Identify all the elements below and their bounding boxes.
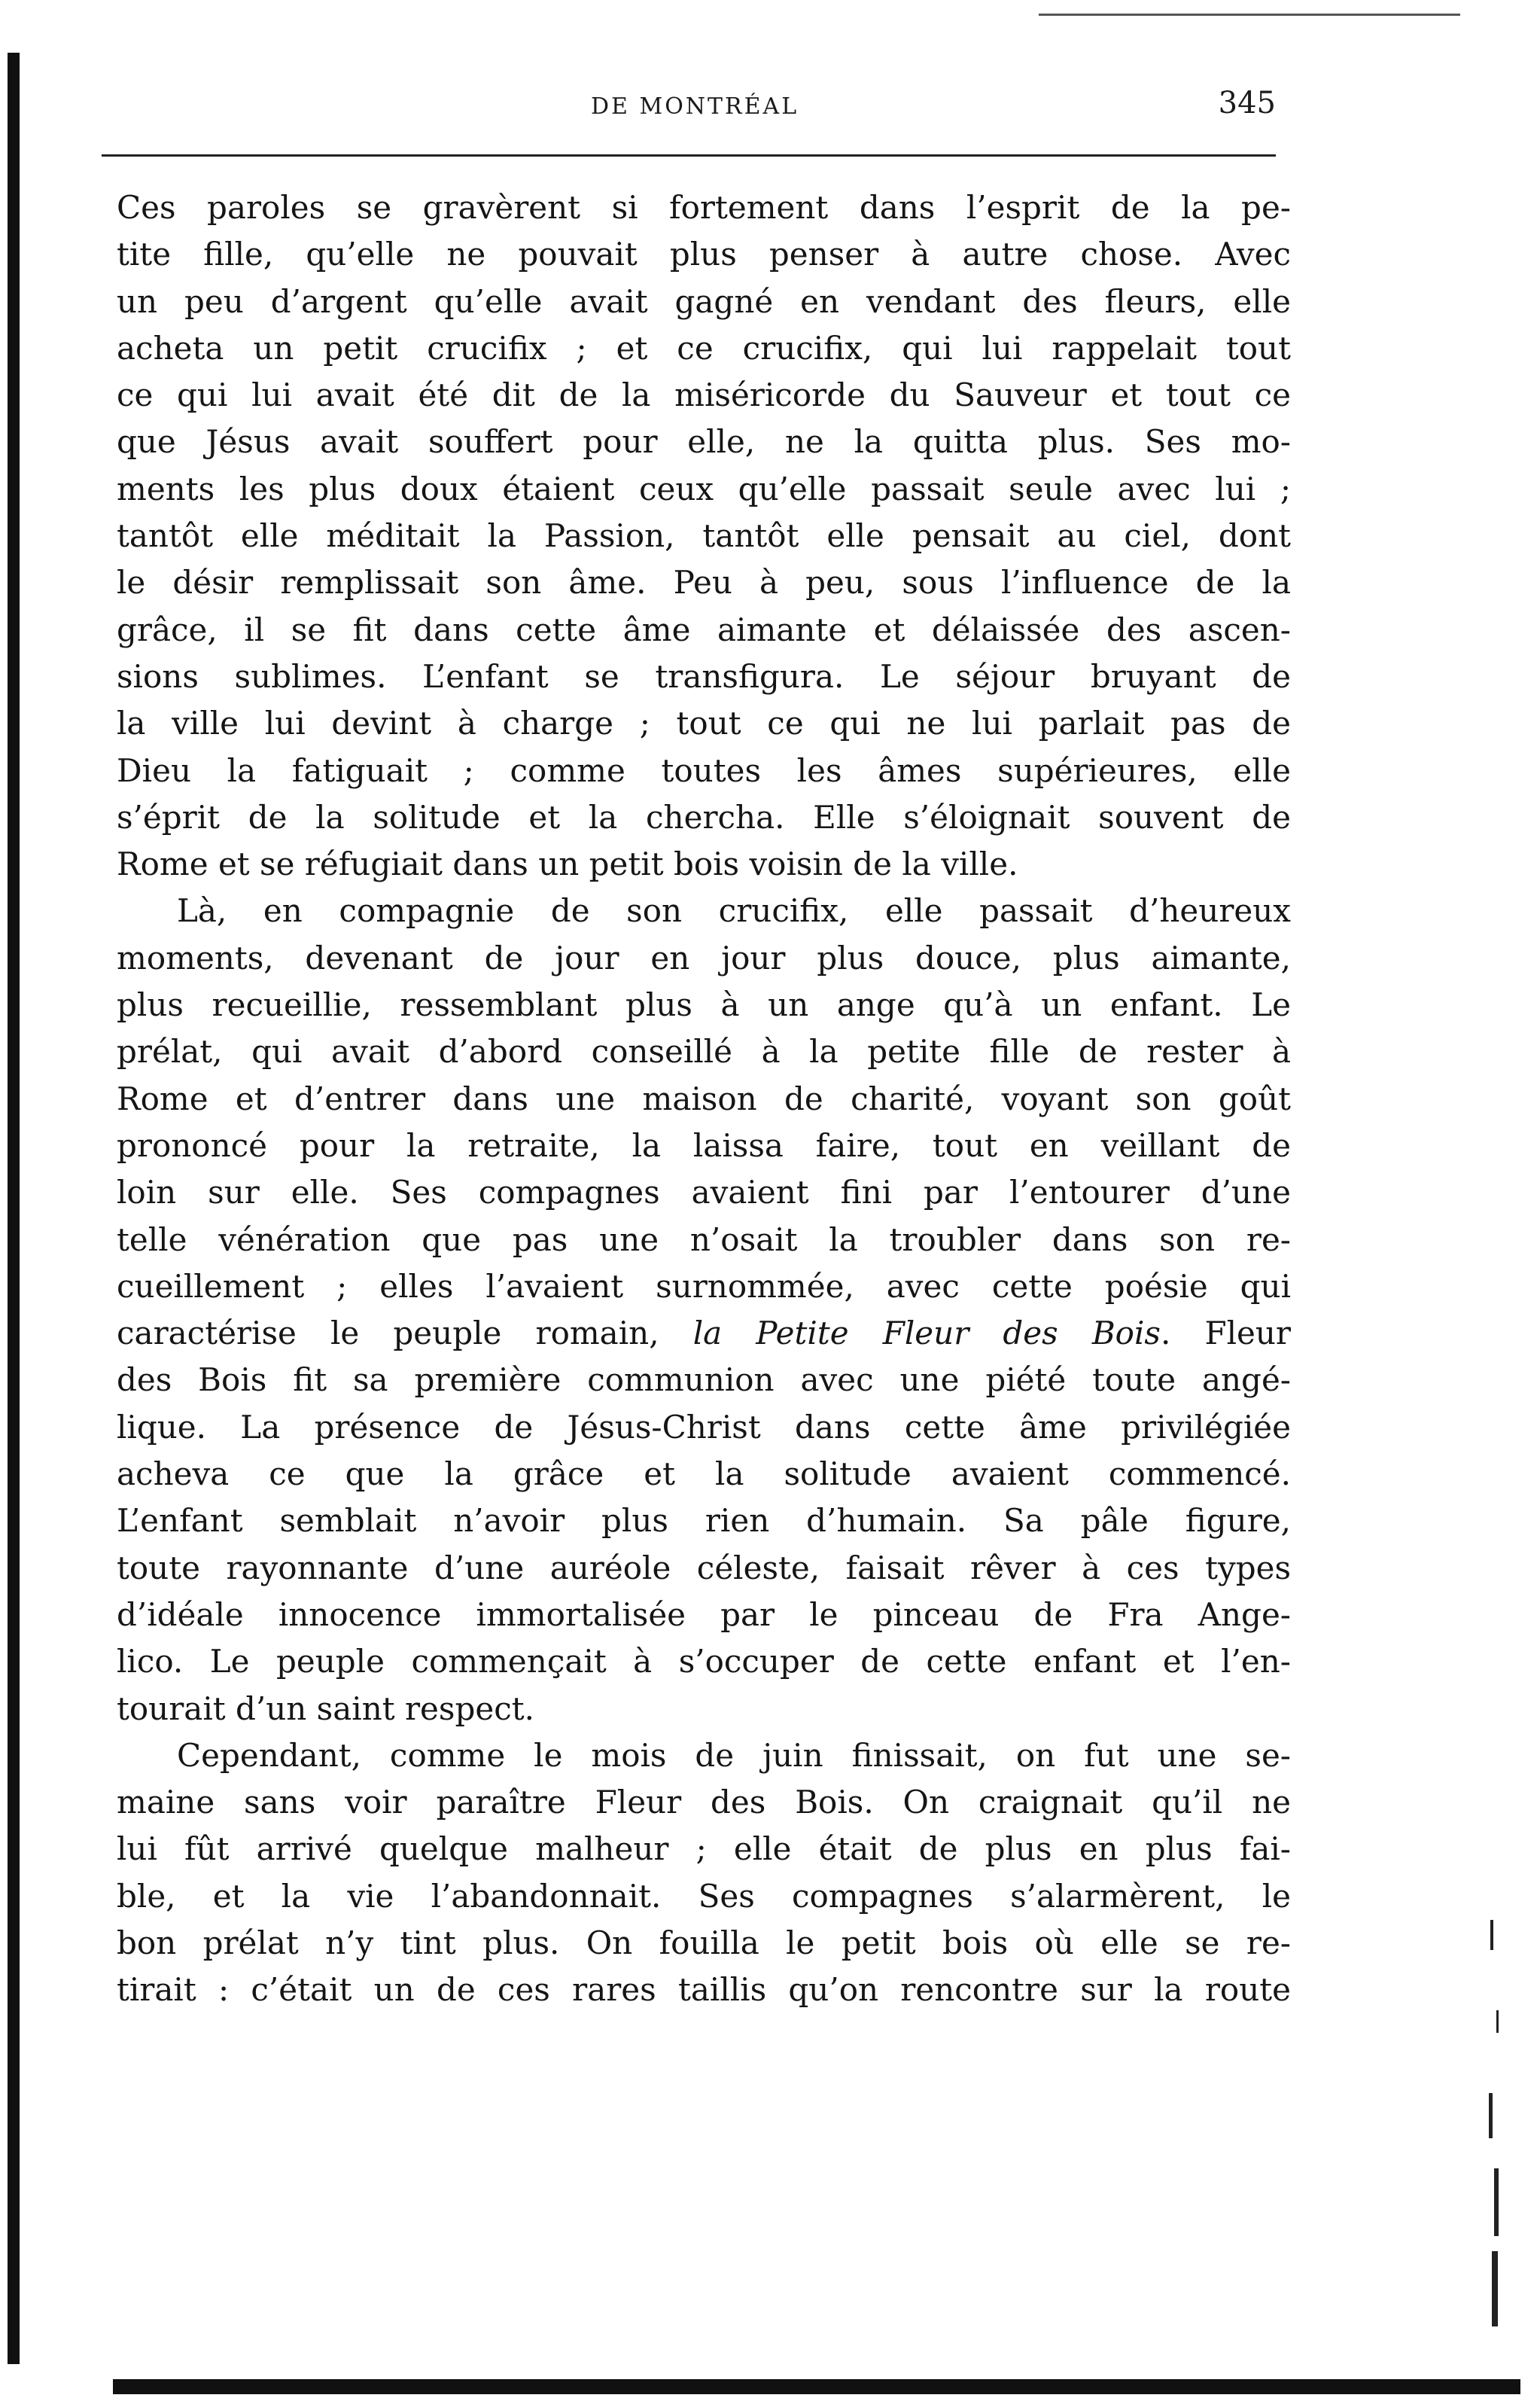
binding-edge bbox=[8, 53, 20, 2364]
text-line: moments, devenant de jour en jour plus douce, plus aimante, bbox=[117, 939, 1291, 977]
text-line: ce qui lui avait été dit de la miséricorde du Sauveur et tout ce bbox=[117, 376, 1291, 414]
text-line: lico. Le peuple commençait à s’occuper de cette enfant et l’en- bbox=[117, 1643, 1291, 1680]
text-line: tantôt elle méditait la Passion, tantôt elle pensait au ciel, dont bbox=[117, 517, 1291, 555]
text-line: tirait : c’était un de ces rares taillis qu’on rencontre sur la route bbox=[117, 1971, 1291, 2009]
page-header bbox=[117, 83, 1276, 128]
running-head: DE MONTRÉAL bbox=[591, 93, 799, 120]
text-line: Dieu la fatiguait ; comme toutes les âmes supérieures, elle bbox=[117, 751, 1291, 789]
text-line: Cependant, comme le mois de juin finissait, on fut une se- bbox=[177, 1736, 1291, 1774]
text-line: telle vénération que pas une n’osait la troubler dans son re- bbox=[117, 1220, 1291, 1258]
text-line: prélat, qui avait d’abord conseillé à la petite fille de rester à bbox=[117, 1033, 1291, 1071]
body-text bbox=[117, 184, 1291, 2014]
text-line: toute rayonnante d’une auréole céleste, faisait rêver à ces types bbox=[117, 1549, 1291, 1586]
text-line: tite fille, qu’elle ne pouvait plus penser à autre chose. Avec bbox=[117, 236, 1291, 273]
text-line: lui fût arrivé quelque malheur ; elle était de plus en plus fai- bbox=[117, 1830, 1291, 1868]
page-number: 345 bbox=[1218, 86, 1276, 120]
text-line: L’enfant semblait n’avoir plus rien d’humain. Sa pâle figure, bbox=[117, 1502, 1291, 1540]
top-edge-line bbox=[1039, 14, 1460, 16]
bottom-edge bbox=[113, 2379, 1520, 2394]
text-line: la ville lui devint à charge ; tout ce qui ne lui parlait pas de bbox=[117, 705, 1291, 742]
text-line: caractérise le peuple romain, la Petite Fleur des Bois. Fleur bbox=[117, 1315, 1291, 1352]
text-line: cueillement ; elles l’avaient surnommée, avec cette poésie qui bbox=[117, 1267, 1291, 1305]
text-line: Là, en compagnie de son crucifix, elle passait d’heureux bbox=[177, 892, 1291, 930]
text-line: prononcé pour la retraite, la laissa faire, tout en veillant de bbox=[117, 1126, 1291, 1164]
text-line: ments les plus doux étaient ceux qu’elle passait seule avec lui ; bbox=[117, 470, 1291, 507]
text-line: Rome et se réfugiait dans un petit bois voisin de la ville. bbox=[117, 846, 1018, 883]
text-line: plus recueillie, ressemblant plus à un ange qu’à un enfant. Le bbox=[117, 986, 1291, 1024]
text-line: des Bois fit sa première communion avec une piété toute angé- bbox=[117, 1361, 1291, 1399]
text-line: un peu d’argent qu’elle avait gagné en vendant des fleurs, elle bbox=[117, 282, 1291, 320]
text-line: acheta un petit crucifix ; et ce crucifix, qui lui rappelait tout bbox=[117, 329, 1291, 367]
italic-title: la Petite Fleur des Bois bbox=[692, 1315, 1161, 1352]
text-line: grâce, il se fit dans cette âme aimante et délaissée des ascen- bbox=[117, 611, 1291, 648]
text-line: que Jésus avait souffert pour elle, ne la quitta plus. Ses mo- bbox=[117, 423, 1291, 461]
text-line: lique. La présence de Jésus-Christ dans cette âme privilégiée bbox=[117, 1408, 1291, 1446]
text-line: maine sans voir paraître Fleur des Bois. On craignait qu’il ne bbox=[117, 1784, 1291, 1821]
text-line: le désir remplissait son âme. Peu à peu, sous l’influence de la bbox=[117, 564, 1291, 602]
text-line: d’idéale innocence immortalisée par le pinceau de Fra Ange- bbox=[117, 1595, 1291, 1633]
text-line: tourait d’un saint respect. bbox=[117, 1690, 534, 1727]
text-line: loin sur elle. Ses compagnes avaient fini par l’entourer d’une bbox=[117, 1174, 1291, 1211]
text-line: s’éprit de la solitude et la chercha. Elle s’éloignait souvent de bbox=[117, 798, 1291, 836]
text-line: bon prélat n’y tint plus. On fouilla le petit bois où elle se re- bbox=[117, 1924, 1291, 1961]
text-line: sions sublimes. L’enfant se transfigura. Le séjour bruyant de bbox=[117, 657, 1291, 695]
text-line: Ces paroles se gravèrent si fortement dans l’esprit de la pe- bbox=[117, 189, 1291, 226]
text-line: acheva ce que la grâce et la solitude avaient commencé. bbox=[117, 1455, 1291, 1493]
margin-marks bbox=[1475, 1920, 1513, 2342]
text-line: Rome et d’entrer dans une maison de charité, voyant son goût bbox=[117, 1080, 1291, 1117]
text-line: ble, et la vie l’abandonnait. Ses compagnes s’alarmèrent, le bbox=[117, 1877, 1291, 1915]
header-rule bbox=[102, 154, 1276, 157]
